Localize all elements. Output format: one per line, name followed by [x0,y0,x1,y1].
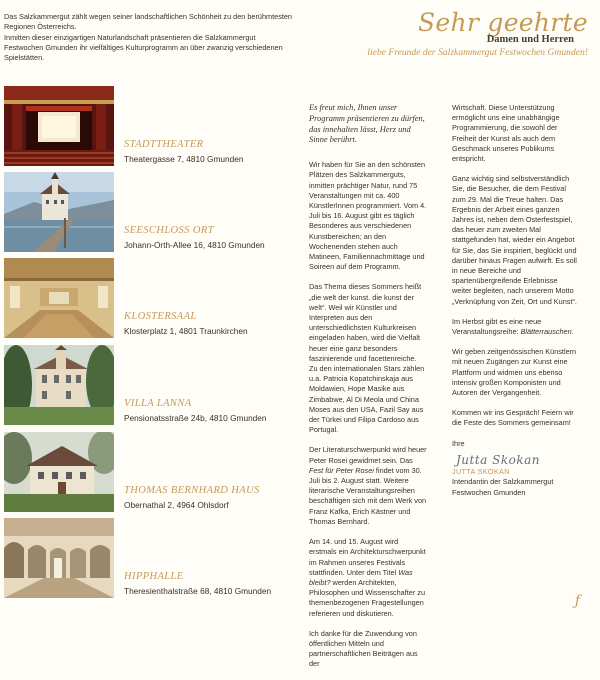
venue-name: SEESCHLOSS ORT [124,225,214,236]
venue-address: Pensionatsstraße 24b, 4810 Gmunden [124,413,267,423]
letter-paragraph: Der Literaturschwerpunkt wird heuer Peter Rosei gewidmet sein. Das Fest für Peter Rosei findet vom 30. Juli bis 2. August statt. Weitere literarische Veranstaltungsreihen beschäftigen sich mit dem Werk von Franz Kafka, Erich Kästner und Thomas Bernhard. [309,445,427,526]
letter-paragraph: Im Herbst gibt es eine neue Veranstaltungsreihe: Blätterrauschen. [452,316,574,337]
letter-paragraph: Wirtschaft. Diese Unterstützung ermöglicht uns eine unabhängige Programmierung, die sowohl der Freiheit der Kunst als auch dem Geschmack unseres Publikums entspricht. [452,103,560,164]
letter-paragraph: Wir haben für Sie an den schönsten Plätzen des Salzkammerguts, inmitten prächtiger Natur, rund 75 Veranstaltungen mit ca. 400 KünstlerInnen programmiert. Vom 4. Juli bis 16. August gibt es täglich Besonderes aus verschiedenen Kunstbereichen; an den Wochenenden stehen auch Matineen, Familiennachmittage und Soireen auf dem Programm. [309,160,427,272]
letter-closing: Ihre [452,438,465,448]
letter-quote: Es freut mich, Ihnen unser Programm präsentieren zu dürfen, das innehalten lässt, Herz und Sinne berührt. [309,103,425,145]
intro-paragraph-1: Das Salzkammergut zählt wegen seiner landschaftlichen Schönheit zu den berühmtesten Regionen Österreichs. [4,12,292,32]
letter-paragraph: Wir geben zeitgenössischen Künstlern mit neuen Zugängen zur Kunst eine Plattform und widmen uns ebenso intensiv großen Komponisten und Autoren der Vergangenheit. [452,347,577,398]
letter-paragraph: Das Thema dieses Sommers heißt „die welt der kunst. die kunst der welt“. Weil wir Künstler und Interpreten aus den unterschiedlichsten Kulturkreisen eingeladen haben, wird die Vielfalt heuer eine ganz besonders faszinierende und facettenreiche. Zu den internationalen Stars zählen u.a. Patricia Kopatchinskaja aus Moldawien, Hope Masike aus Zimbabwe, Al Di Meola und China Moses aus den USA, Fazil Say aus der Türkei und Filipa Cardoso aus Portugal. [309,282,425,435]
letter-paragraph: Am 14. und 15. August wird erstmals ein Architekturschwerpunkt im Rahmen unseres Festivals stattfinden. Unter dem Titel Was bleibt? werden Architekten, Philosophen und Wissenschafter zu themenbezogenen Fragestellungen referieren und diskutieren. [309,537,426,618]
venue-name: THOMAS BERNHARD HAUS [124,485,260,496]
page-corner-ornament-icon: ƒ [574,593,580,609]
letter-paragraph: Ich danke für die Zuwendung von öffentlichen Mitteln und partnerschaftlichen Beiträgen aus der [309,628,418,669]
seeschloss-ort-photo [4,172,114,252]
venue-stadttheater [4,86,304,166]
greeting-line: liebe Freunde der Salzkammergut Festwochen Gmunden! [367,47,588,58]
greeting-subtitle: Damen und Herren [486,34,574,45]
villa-lanna-photo [4,345,114,425]
venue-address: Theatergasse 7, 4810 Gmunden [124,154,244,164]
letter-paragraph: Ganz wichtig sind selbstverständlich Sie, die Besucher, die dem Festival zum 29. Mal die Treue halten. Das Ergebnis der Arbeit eines ganzen Jahres ist, neben dem Osterfestspiel, das heuer zum zweiten Mal stattgefunden hat, wieder ein Angebot für Sie, das Sie inspiriert, beglückt und darüber hinaus Fragen aufwirft. Es soll in neue Bereiche und spartenübergreifende Erlebnisse weiter begleiten, nach unserem Motto „Verknüpfung von Zeit, Ort und Kunst“. [452,174,577,306]
venue-address: Theresienthalstraße 68, 4810 Gmunden [124,586,272,596]
letter-column-1 [309,103,427,680]
intro-text [4,12,294,63]
venue-villa-lanna [4,345,304,425]
venue-hipphalle [4,518,304,598]
letter-column-2 [452,103,578,498]
venue-address: Johann-Orth-Allee 16, 4810 Gmunden [124,240,265,250]
greeting-header [288,10,588,59]
venue-klostersaal [4,258,304,338]
venue-seeschloss-ort [4,172,304,252]
klostersaal-photo [4,258,114,338]
signer-title: Intendantin der Salzkammergut Festwochen Gmunden [452,477,554,497]
venue-name: KLOSTERSAAL [124,311,197,322]
venue-name: VILLA LANNA [124,398,192,409]
stadttheater-photo [4,86,114,166]
hipphalle-photo [4,518,114,598]
signer-name: JUTTA SKOKAN [452,467,510,477]
venue-address: Obernathal 2, 4964 Ohlsdorf [124,500,229,510]
greeting-title: Sehr geehrte [417,8,588,37]
venue-name: STADTTHEATER [124,139,204,150]
thomas-bernhard-haus-photo [4,432,114,512]
handwritten-signature: Jutta Skokan [456,452,541,467]
venue-address: Klosterplatz 1, 4801 Traunkirchen [124,326,248,336]
venue-thomas-bernhard-haus [4,432,304,512]
letter-paragraph: Kommen wir ins Gespräch! Feiern wir die Feste des Sommers gemeinsam! [452,408,574,428]
intro-paragraph-2: Inmitten dieser einzigartigen Naturlandschaft präsentieren die Salzkammergut Festwochen Gmunden ihr vielfältiges Kulturprogramm an über zwanzig verschiedenen Spielstätten. [4,32,283,63]
venue-name: HIPPHALLE [124,571,184,582]
